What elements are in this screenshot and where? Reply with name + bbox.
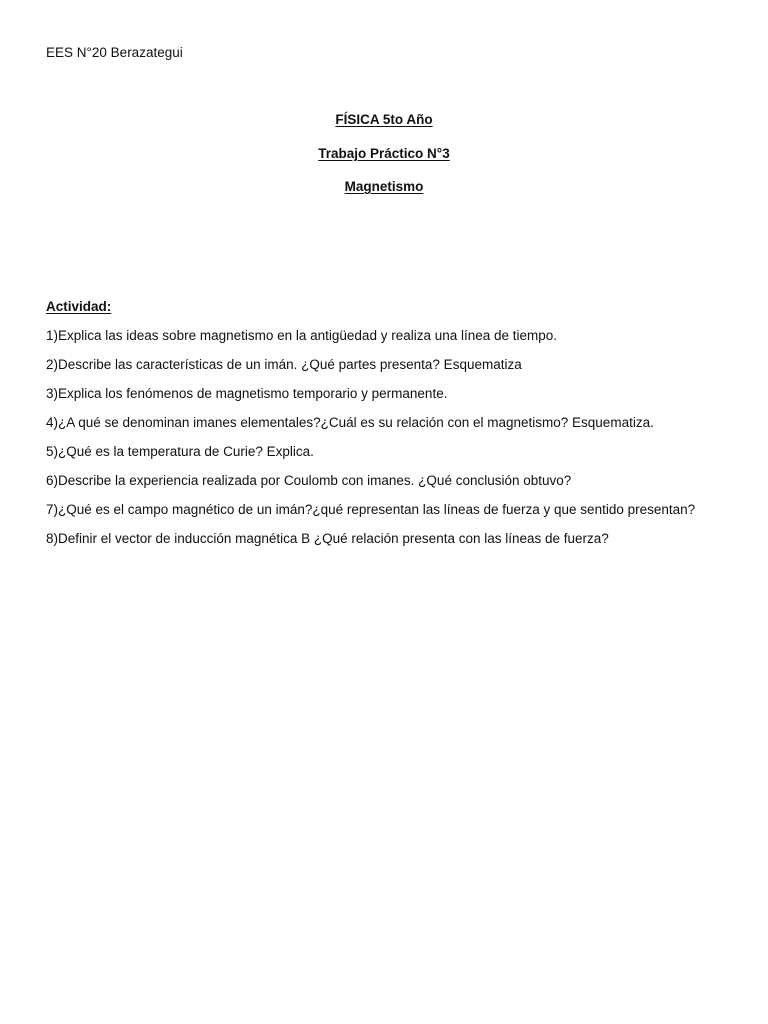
question-item: 2)Describe las características de un imán. ¿Qué partes presenta? Esquematiza: [46, 357, 522, 372]
question-item: 7)¿Qué es el campo magnético de un imán?¿qué representan las líneas de fuerza y que sentido presentan?: [46, 502, 696, 517]
question-item: 4)¿A qué se denominan imanes elementales?¿Cuál es su relación con el magnetismo? Esquematiza.: [46, 415, 654, 430]
topic-title: [0, 178, 768, 196]
activity-heading: Actividad:: [46, 299, 112, 314]
school-name: EES N°20 Berazategui: [46, 45, 183, 60]
assignment-title: [0, 145, 768, 163]
subject-title: [0, 111, 768, 129]
subject-title-text: FÍSICA 5to Año: [335, 112, 433, 127]
assignment-title-text: Trabajo Práctico N°3: [318, 146, 450, 161]
question-list: [46, 327, 695, 559]
question-item: 3)Explica los fenómenos de magnetismo temporario y permanente.: [46, 386, 448, 401]
question-item: 6)Describe la experiencia realizada por Coulomb con imanes. ¿Qué conclusión obtuvo?: [46, 473, 572, 488]
topic-title-text: Magnetismo: [344, 179, 424, 194]
question-item: 5)¿Qué es la temperatura de Curie? Explica.: [46, 444, 314, 459]
question-item: 8)Definir el vector de inducción magnética B ¿Qué relación presenta con las líneas de fuerza?: [46, 531, 609, 546]
question-item: 1)Explica las ideas sobre magnetismo en la antigüedad y realiza una línea de tiempo.: [46, 328, 558, 343]
